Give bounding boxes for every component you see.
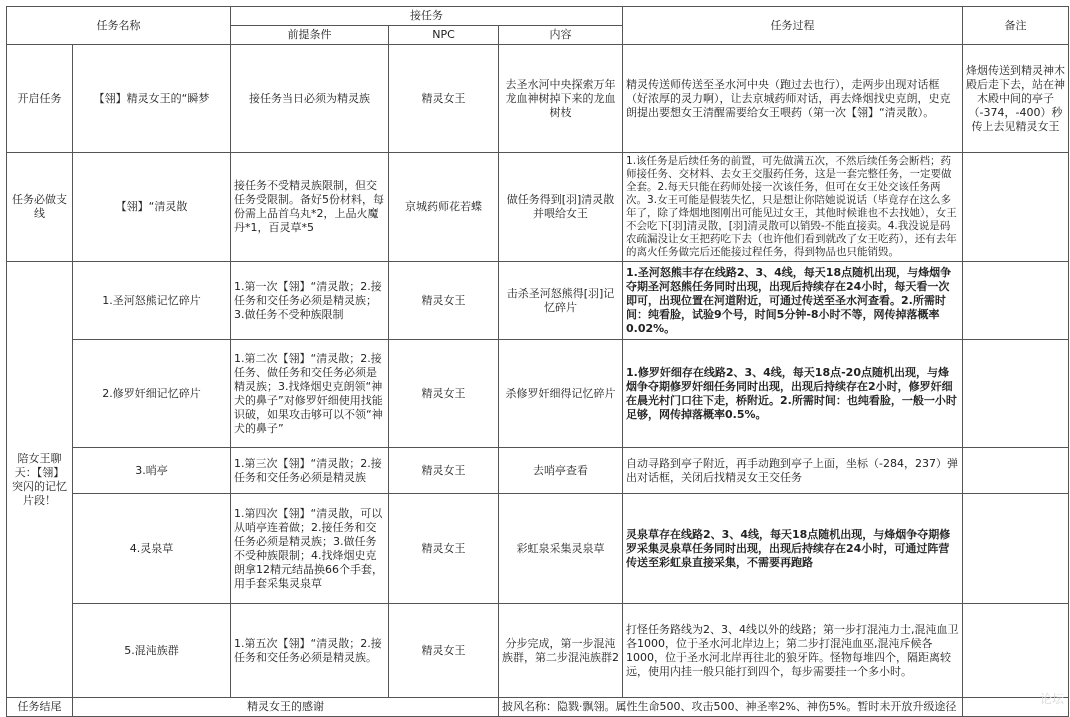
precondition-cell: 1.第一次【翎】“清灵散；2.接任务和交任务必须是精灵族；3.做任务不受种族限制 bbox=[231, 262, 389, 340]
process-cell: 自动寻路到亭子附近，再手动跑到亭子上面，坐标（-284，237）弹出对话框，关闭后找精灵女王交任务 bbox=[623, 448, 963, 494]
header-remarks: 备注 bbox=[963, 7, 1069, 45]
process-cell: 灵泉草存在线路2、3、4线，每天18点随机出现，与烽烟争夺期修罗采集灵泉草任务同时出现，出现后持续存在24小时，可通过阵营传送至彩虹泉直接采集，不需要再跑路 bbox=[623, 494, 963, 604]
group-cell: 任务结尾 bbox=[7, 698, 73, 717]
group-cell: 陪女王聊天：【翎】突闪的记忆片段！ bbox=[7, 262, 73, 698]
remark-cell bbox=[963, 604, 1069, 698]
precondition-cell: 1.第二次【翎】“清灵散；2.接任务、做任务和交任务必须是精灵族；3.找烽烟史克朗领“神犬的鼻子”对修罗奸细使用找能识破，如果攻击够可以不领“神犬的鼻子” bbox=[231, 340, 389, 448]
content-cell: 杀修罗奸细得记忆碎片 bbox=[499, 340, 623, 448]
table-row bbox=[7, 153, 1069, 262]
task-name-cell: 2.修罗奸细记忆碎片 bbox=[73, 340, 231, 448]
table-row bbox=[7, 698, 1069, 717]
process-cell: 1.该任务是后续任务的前置，可先做满五次，不然后续任务会断档；药师接任务、交材料、去女王交服药任务，这是一套完整任务，一定要做全套。2.每天只能在药师处接一次该任务，但可在女王处交该任务两次。3.女王可能是假装失忆，只是想让你陪她说说话（毕竟存在这么多年了，除了烽烟地图刚出可能见过女王，其他时候谁也不去找她），女王不会吃下[羽]清灵散，[羽]清灵散可以销毁-不能直接卖。4.我没说是码农疏漏没让女王把药吃下去（也许他们看到就改了女王吃药），还有去年的离火任务做完后还能接过程任务，得到物品也只能销毁。 bbox=[623, 153, 963, 262]
npc-cell: 精灵女王 bbox=[389, 340, 499, 448]
process-cell: 精灵传送师传送至圣水河中央（跑过去也行），走两步出现对话框（好浓厚的灵力啊），让去京城药师对话，再去烽烟找史克朗，史克朗提出要想女王清醒需要给女王喂药（第一次【翎】“清灵散）。 bbox=[623, 45, 963, 153]
table-row bbox=[7, 45, 1069, 153]
task-name-cell: 精灵女王的感谢 bbox=[73, 698, 499, 717]
task-name-cell: 4.灵泉草 bbox=[73, 494, 231, 604]
header-task-process: 任务过程 bbox=[623, 7, 963, 45]
npc-cell: 精灵女王 bbox=[389, 45, 499, 153]
npc-cell: 京城药师花若蝶 bbox=[389, 153, 499, 262]
task-name-cell: 1.圣河怒熊记忆碎片 bbox=[73, 262, 231, 340]
process-cell: 披风名称：隐戮·飘翎。属性生命500、攻击500、神圣率2%、神伤5%。暂时未开放升级途径 bbox=[499, 698, 963, 717]
precondition-cell: 接任务不受精灵族限制，但交任务受限制。备好5份材料，每份需上品首乌丸*2，上品火魔丹*1，百灵草*5 bbox=[231, 153, 389, 262]
watermark: 论坛 bbox=[1039, 692, 1064, 706]
npc-cell: 精灵女王 bbox=[389, 262, 499, 340]
precondition-cell: 1.第三次【翎】“清灵散；2.接任务和交任务必须是精灵族 bbox=[231, 448, 389, 494]
content-cell: 击杀圣河怒熊得[羽]记忆碎片 bbox=[499, 262, 623, 340]
content-cell: 彩虹泉采集灵泉草 bbox=[499, 494, 623, 604]
precondition-cell: 1.第四次【翎】“清灵散，可以从哨亭连着做；2.接任务和交任务必须是精灵族；3.做任务不受种族限制；4.找烽烟史克朗拿12精元结晶换66个手套，用手套采集灵泉草 bbox=[231, 494, 389, 604]
header-precondition: 前提条件 bbox=[231, 26, 389, 45]
remark-cell bbox=[963, 340, 1069, 448]
remark-cell bbox=[963, 262, 1069, 340]
table-row bbox=[7, 604, 1069, 698]
quest-table bbox=[6, 6, 1069, 717]
task-name-cell: 5.混沌族群 bbox=[73, 604, 231, 698]
npc-cell: 精灵女王 bbox=[389, 448, 499, 494]
content-cell: 分步完成，第一步混沌族群，第二步混沌族群2 bbox=[499, 604, 623, 698]
header-accept-task: 接任务 bbox=[231, 7, 623, 26]
process-cell: 1.圣河怒熊丰存在线路2、3、4线，每天18点随机出现，与烽烟争夺期圣河怒熊任务同时出现，出现后持续存在24小时，每天看一次即可，出现位置在河道附近，可通过传送至圣水河查看。2.所需时间：纯看脸，试验9个号，时间5分钟-8小时不等，网传掉落概率0.02%。 bbox=[623, 262, 963, 340]
content-cell: 去圣水河中央探索万年龙血神树掉下来的龙血树枝 bbox=[499, 45, 623, 153]
header-npc: NPC bbox=[389, 26, 499, 45]
npc-cell: 精灵女王 bbox=[389, 604, 499, 698]
remark-cell bbox=[963, 153, 1069, 262]
content-cell: 去哨亭查看 bbox=[499, 448, 623, 494]
content-cell: 做任务得到[羽]清灵散并喂给女王 bbox=[499, 153, 623, 262]
process-cell: 1.修罗奸细存在线路2、3、4线，每天18点-20点随机出现，与烽烟争夺期修罗奸细任务同时出现，出现后持续存在2小时，修罗奸细在晨光村门口往下走，桥附近。2.所需时间：也纯看脸，一般一小时足够，网传掉落概率0.5%。 bbox=[623, 340, 963, 448]
npc-cell: 精灵女王 bbox=[389, 494, 499, 604]
task-name-cell: 【翎】精灵女王的“瞬梦 bbox=[73, 45, 231, 153]
remark-cell bbox=[963, 494, 1069, 604]
table-row bbox=[7, 340, 1069, 448]
group-cell: 开启任务 bbox=[7, 45, 73, 153]
remark-cell: 烽烟传送到精灵神木殿后走下去，站在神木殿中间的亭子（-374，-400）秒传上去见精灵女王 bbox=[963, 45, 1069, 153]
group-cell: 任务必做支线 bbox=[7, 153, 73, 262]
task-name-cell: 3.哨亭 bbox=[73, 448, 231, 494]
precondition-cell: 1.第五次【翎】“清灵散；2.接任务和交任务必须是精灵族。 bbox=[231, 604, 389, 698]
header-content: 内容 bbox=[499, 26, 623, 45]
table-row bbox=[7, 494, 1069, 604]
precondition-cell: 接任务当日必须为精灵族 bbox=[231, 45, 389, 153]
header-task-name: 任务名称 bbox=[7, 7, 231, 45]
table-row bbox=[7, 262, 1069, 340]
header-row-1 bbox=[7, 7, 1069, 26]
table-row bbox=[7, 448, 1069, 494]
task-name-cell: 【翎】“清灵散 bbox=[73, 153, 231, 262]
process-cell: 打怪任务路线为2、3、4线以外的线路；第一步打混沌力士,混沌血卫各1000，位于圣水河北岸边上；第二步打混沌血巫,混沌斥候各1000，位于圣水河北岸再往北的狼牙阵。怪物每堆四个，隔距离较远，使用内挂一般只能打到四个，每步需要挂一个多小时。 bbox=[623, 604, 963, 698]
remark-cell bbox=[963, 448, 1069, 494]
